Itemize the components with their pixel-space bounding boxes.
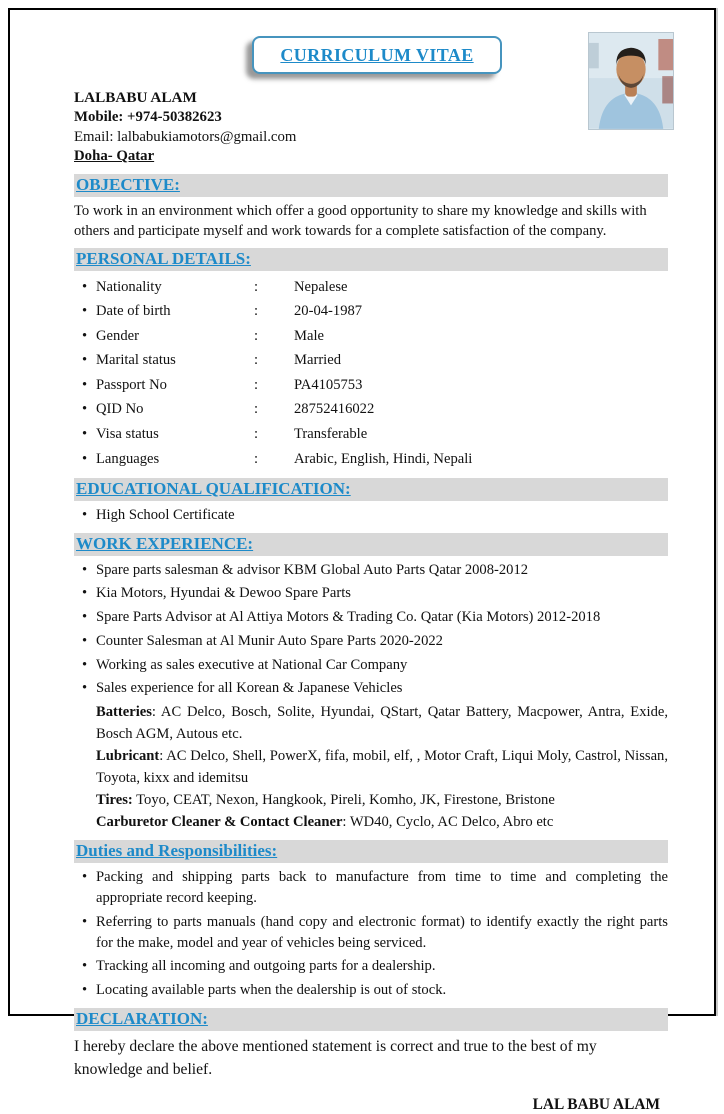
detail-value: Arabic, English, Hindi, Nepali xyxy=(294,450,473,467)
email-line: Email: lalbabukiamotors@gmail.com xyxy=(74,128,297,145)
bullet-icon: • xyxy=(82,450,88,467)
work-detail-text: : AC Delco, Shell, PowerX, fifa, mobil, elf, , Motor Craft, Liqui Moly, Castrol, Nissan, Toyota, kixx and idemitsu xyxy=(96,747,668,786)
detail-value: 28752416022 xyxy=(294,401,375,418)
work-experience-item: • Counter Salesman at Al Munir Auto Spare Parts 2020-2022 xyxy=(74,631,668,652)
detail-colon: : xyxy=(254,376,259,393)
work-detail-lubricant xyxy=(74,746,668,790)
section-title: EDUCATIONAL QUALIFICATION: xyxy=(76,479,351,499)
personal-detail-row xyxy=(74,275,668,300)
personal-detail-row xyxy=(74,324,668,349)
work-experience-item: • Working as sales executive at National Car Company xyxy=(74,655,668,676)
objective-text: To work in an environment which offer a good opportunity to share my knowledge and skills with others and participate myself and work towards for a complete satisfaction of the company. xyxy=(74,202,647,239)
detail-label: Languages xyxy=(96,450,160,467)
detail-value: 20-04-1987 xyxy=(294,303,363,320)
cv-page xyxy=(8,8,716,1113)
work-detail-batteries xyxy=(74,702,668,746)
work-detail-text: Toyo, CEAT, Nexon, Hangkook, Pireli, Komho, JK, Firestone, Bristone xyxy=(132,791,555,808)
detail-label: QID No xyxy=(96,401,144,418)
work-detail-text: : AC Delco, Bosch, Solite, Hyundai, QStart, Qatar Battery, Macpower, Antra, Exide, Bosch AGM, Autous etc. xyxy=(96,704,668,742)
detail-colon: : xyxy=(254,426,259,442)
profile-photo xyxy=(588,32,674,130)
duties-list xyxy=(74,867,668,1000)
detail-colon: : xyxy=(254,352,259,369)
cv-title: CURRICULUM VITAE xyxy=(280,44,474,65)
personal-details-list xyxy=(74,275,668,471)
section-title: OBJECTIVE: xyxy=(76,174,180,194)
detail-value: PA4105753 xyxy=(294,376,363,393)
declaration-text: I hereby declare the above mentioned statement is correct and true to the best of my knowledge and belief. xyxy=(74,1037,597,1079)
header-row xyxy=(74,32,668,80)
work-experience-item: • Spare Parts Advisor at Al Attiya Motors & Trading Co. Qatar (Kia Motors) 2012-2018 xyxy=(74,607,668,628)
mobile-line: Mobile: +974-50382623 xyxy=(74,109,222,126)
personal-detail-row xyxy=(74,299,668,324)
work-detail-label: Lubricant xyxy=(96,747,160,764)
detail-colon: : xyxy=(254,450,259,467)
bullet-icon: • xyxy=(82,376,88,393)
section-heading-education xyxy=(74,478,668,501)
bullet-icon: • xyxy=(82,327,88,344)
bullet-icon: • xyxy=(82,401,88,418)
section-title: DECLARATION: xyxy=(76,1008,208,1028)
signature-name: LAL BABU ALAM xyxy=(532,1095,660,1113)
detail-value: Transferable xyxy=(294,426,368,442)
education-list xyxy=(74,505,668,526)
personal-detail-row xyxy=(74,422,668,447)
location-line: Doha- Qatar xyxy=(74,148,155,165)
cv-title-box xyxy=(252,36,502,74)
section-heading-personal-details xyxy=(74,248,668,271)
section-heading-duties xyxy=(74,840,668,863)
work-experience-list xyxy=(74,560,668,699)
personal-detail-row xyxy=(74,348,668,373)
bullet-icon: • xyxy=(82,278,88,295)
detail-value: Nepalese xyxy=(294,278,348,295)
work-detail-text: : WD40, Cyclo, AC Delco, Abro etc xyxy=(342,813,554,830)
education-item: • High School Certificate xyxy=(74,505,668,526)
detail-colon: : xyxy=(254,303,259,320)
detail-label: Date of birth xyxy=(96,303,171,320)
work-detail-label: Carburetor Cleaner & Contact Cleaner xyxy=(96,813,343,830)
detail-label: Passport No xyxy=(96,376,167,393)
work-detail-label: Batteries xyxy=(96,704,152,721)
detail-value: Married xyxy=(294,352,342,369)
work-detail-tires xyxy=(74,790,668,812)
person-name: LALBABU ALAM xyxy=(74,89,197,106)
section-heading-objective xyxy=(74,174,668,197)
personal-detail-row xyxy=(74,397,668,422)
detail-value: Male xyxy=(294,327,324,344)
work-experience-item: • Sales experience for all Korean & Japanese Vehicles xyxy=(74,678,668,699)
section-title: PERSONAL DETAILS: xyxy=(76,248,251,268)
section-title: WORK EXPERIENCE: xyxy=(76,533,254,553)
detail-label: Marital status xyxy=(96,352,176,369)
bullet-icon: • xyxy=(82,352,88,369)
duty-item: • Tracking all incoming and outgoing parts for a dealership. xyxy=(74,956,668,977)
work-experience-item: • Spare parts salesman & advisor KBM Global Auto Parts Qatar 2008-2012 xyxy=(74,560,668,581)
detail-label: Nationality xyxy=(96,278,162,295)
work-detail-cleaner xyxy=(74,812,668,834)
work-experience-item: • Kia Motors, Hyundai & Dewoo Spare Parts xyxy=(74,583,668,604)
bullet-icon: • xyxy=(82,303,88,320)
detail-label: Visa status xyxy=(96,426,159,442)
profile-photo-graphic xyxy=(589,33,673,129)
personal-detail-row xyxy=(74,373,668,398)
detail-colon: : xyxy=(254,278,259,295)
duty-item: • Packing and shipping parts back to manufacture from time to time and completing the appropriate record keeping. xyxy=(74,867,668,908)
bullet-icon: • xyxy=(82,426,88,442)
detail-colon: : xyxy=(254,401,259,418)
section-heading-declaration xyxy=(74,1008,668,1031)
detail-colon: : xyxy=(254,327,259,344)
contact-block xyxy=(74,88,668,167)
section-heading-work-experience xyxy=(74,533,668,556)
personal-detail-row xyxy=(74,447,668,472)
work-detail-label: Tires: xyxy=(96,791,133,808)
duty-item: • Locating available parts when the dealership is out of stock. xyxy=(74,980,668,1001)
section-title: Duties and Responsibilities: xyxy=(76,841,278,861)
duty-item: • Referring to parts manuals (hand copy and electronic format) to identify exactly the right parts for the make, model and year of vehicles being serviced. xyxy=(74,912,668,953)
detail-label: Gender xyxy=(96,327,139,344)
